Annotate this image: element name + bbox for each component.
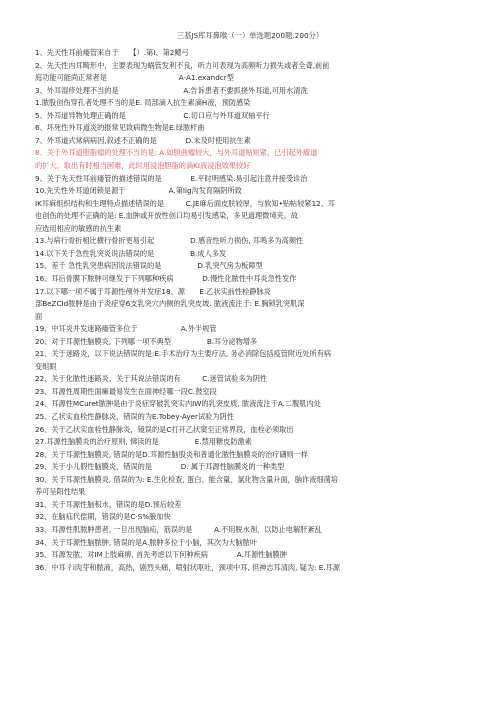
question-line: 10.先天性外耳道闭锁是源于 A.第Ⅰig沟发育隔阴所致: [35, 186, 242, 196]
question-line: 8、关于外耳道胆脂瘤的处理不当的是: A.如胆曲瘤较大，与外耳道贴短紧，已引起外瘤道: [35, 148, 318, 158]
question-line: 30、关于耳源性脑膜炎, 借误的为: E.生化检查, 蛋白、能含量、氯化物含量升面，脑诈液细菌培: [35, 474, 338, 484]
question-line: 19、中耳炎并发迷路瘘管多位于 A.外半规管: [35, 324, 217, 334]
question-line: 14.以下关于急性乳突炎说法错误的是 B.成人多发: [35, 248, 227, 258]
question-line: 15、差千 急性乳突患病因说法错误的是 D.乳突气房为板障型: [35, 261, 263, 271]
question-line: 31、关于耳源性脑积水，错误的是D.预后较差: [35, 499, 182, 509]
page-title: 三基JS库耳鼻喉（一）单选题200题.200分）: [176, 31, 324, 40]
question-line: 24、耳源性MCuret脓肿是由于炎症穿破乳突实内IW的乳突皮质, 脓液流注于A.二腹肌内处: [35, 399, 321, 409]
question-line: 16、耳后骨膜下脓肿可继发于下列哪种疾病 D.慢性化脓性中耳炎急性发作: [35, 273, 297, 283]
question-line: 也创伤的处理不正确的是: E.血肿或开放性创口均易引发感染，多见道理微境夹，故: [35, 211, 299, 221]
question-line: 变组眼: [35, 361, 57, 371]
question-line: 27.耳源性脑膜炎的治疗原则, 怫读的是 E.禁用糖皮防激素: [35, 437, 252, 447]
question-line: 36、中耳彳i肉芽和脓液，高热，剧烈头痛，喷射状呕吐，颈项中耳, 但神志耳清肉, 疑为: E.耳源: [35, 562, 340, 572]
question-line: 26、关于乙状实血栓性静脉炎，镜误的是C打开乙状窦至正常界段，血栓必须取出: [35, 424, 294, 434]
question-line: 23、耳源性周期性面瘫最易发生在面神经哪一段C.鼓室段: [35, 386, 217, 396]
question-line: 7、外耳道式常病病因,叙述不正确的是 D.未及时使用抗生素: [35, 135, 251, 145]
question-line: 庭功能可能尚正常者是 A-A1.exandcr型: [35, 73, 234, 83]
question-line: 13.与病行骨折相比横行骨折更易引起 D.感音性听力损伤, 耳鸣多为高频性: [35, 236, 304, 246]
question-line: 22、关于化脓性迷路炎，关于其说法错误的有 C.迷管试验多为阴性: [35, 374, 268, 384]
question-line: 5、外耳道异物处理正确的是 C.切口应与外耳道双轴平行: [35, 110, 270, 120]
question-line: 1.脓股创伤穿孔者处理不当的是E. 局部滴入抗生素滴H液，预防感染: [35, 98, 251, 108]
question-line: 养可呈阳性结果: [35, 487, 86, 497]
question-line: 部BeZCId脓肿是由于炎症穿6支乳突穴内侧的乳突皮坡. 脓液流注于: E.胸锁乳突肌深: [35, 299, 305, 308]
question-line: 面: [35, 311, 43, 321]
question-line: 20、对于耳源性脑膜炎, 下列哪一项不典型 B.耳分泌物增多: [35, 336, 258, 346]
question-line: 1、先天性耳前瘘管来自于 【）.第I、第2鳃弓: [35, 48, 189, 57]
question-line: 25、乙状实血栓性静脉炎，错误的为E.Tobey-Ayer试验为阴性: [35, 412, 234, 421]
question-line: IK耳麻组织结构和生理特点描述错误的是 C.JE麻后面皮肤较厚，与软知•贴帖较紧12、耳: [35, 198, 336, 208]
question-line: 28、关于耳源性脑膜炎, 错误的是D.耳源性脑股炎和普通化脓性脑膜炎的治疗礴则一样: [35, 449, 309, 459]
question-line: 9、关于先天性耳前瘘管的描述错误的是 E.平时明感染.易引起注意并接受诊治: [35, 173, 308, 183]
question-line: 35、耳源发脓，对IM上肢麻痹, 首先考虑以下何种疾病 A.耳源性脑膜肿: [35, 550, 287, 559]
question-line: 17.以下哪一项不属于耳源性颅外并发症18、源 E.乙状实前性栓静脉炎: [35, 286, 271, 296]
question-line: 29、关于小儿假性脑膜炎，错误的是 D. 属于耳源性脑膜炎的一种类型: [35, 462, 285, 472]
question-line: 21、关于迷路炎，以下说法错误的是:E.手术治疗为主要疗法, 务必消除包括疫管附近处所有病: [35, 349, 332, 359]
question-line: 3、外耳湿疹处理不当的是 A.告诉患者不要抓挠外耳道,可用水清洗: [35, 85, 308, 95]
question-line: 2、先天性内耳畸形中，主要表现为蜗管发利不良，听力可表现为高频听力损失或者全聋,前前: [35, 60, 330, 70]
question-line: 34、关于耳源性脑脓肿, 错误的是A.脓肿多位于小脑，其次为大脑脓叶: [35, 537, 258, 547]
question-line: 的扩大，取出有时相当困难，此时用浸泡胆脂的滴KI液浸泡效果较好: [35, 160, 251, 170]
question-line: 33、耳源性肌脓肿患者, 一旦出现脑疝，筋误的是 A.不用脱水剂，以防止电解肝紊乱: [35, 524, 322, 534]
question-line: 应选用相应的敏感的抗生素: [35, 223, 122, 233]
question-line: 32、在脑疝代偿期，错误的是C·S%腋加快: [35, 512, 171, 522]
question-line: 6、坏死性外耳道炎的报常见致病微生物是E.绿脓杆曲: [35, 123, 205, 133]
